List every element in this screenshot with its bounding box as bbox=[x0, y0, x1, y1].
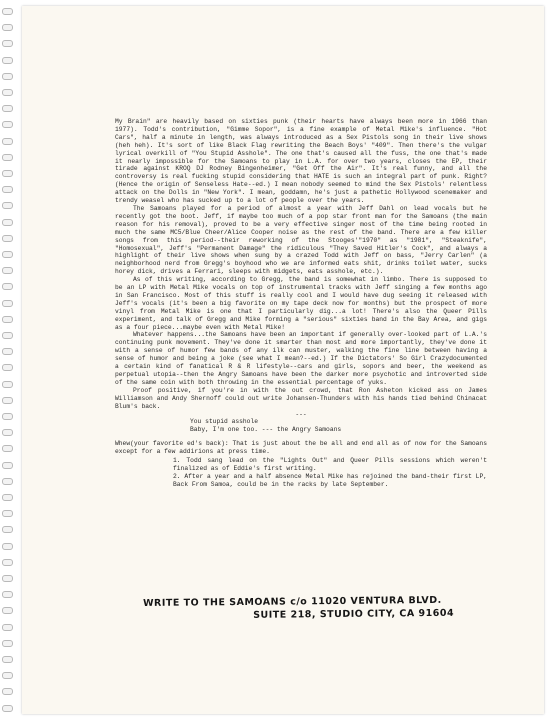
binder-ring bbox=[2, 559, 13, 566]
binder-ring bbox=[2, 397, 13, 404]
address-line-2: SUITE 218, STUDIO CITY, CA 91604 bbox=[253, 607, 455, 621]
binder-ring bbox=[2, 105, 13, 112]
handwritten-address bbox=[143, 594, 503, 622]
binder-ring bbox=[2, 607, 13, 614]
binder-ring bbox=[2, 251, 13, 258]
binder-ring bbox=[2, 381, 13, 388]
binder-ring bbox=[2, 575, 13, 582]
note-2: 2. After a year and a half absence Metal Mike has rejoined the band-their first LP, Back From Samoa, could be in the racks by late September. bbox=[173, 472, 487, 488]
binder-ring bbox=[2, 138, 13, 145]
binder-ring bbox=[2, 235, 13, 242]
binder-ring bbox=[2, 170, 13, 177]
binder-ring bbox=[2, 57, 13, 64]
article-paragraph-5: Proof positive, if you're in with the out crowd, that Ron Asheton kicked ass on James Williamson and Andy Shernoff could out write Johansen-Thunders with his hands tied behind Chinacat Blum's back. bbox=[115, 386, 487, 410]
binder-ring bbox=[2, 705, 13, 712]
binder-ring bbox=[2, 316, 13, 323]
binder-ring bbox=[2, 283, 13, 290]
article-paragraph-4: Whatever happens...the Samoans have been an important if generally over-looked part of L.A.'s continuing punk movement. They've done it smarter than most and more importantly, they've done it with a sense of humor few bands of any ilk can muster, walking the fine line between having a sense of humor and being a joke (see what I mean?--ed.) If the Dictators' So Girl Crazydocumented a certain kind of fanatical R & R lifestyle--cars and girls, sopors and beer, the weekend as perpetual utopia--then the Angry Samoans have been the darker more psychotic and introverted side of the same coin with both throwing in the essential percentage of yuks. bbox=[115, 331, 487, 386]
binder-ring bbox=[2, 121, 13, 128]
address-line-1: WRITE TO THE SAMOANS c/o 11020 VENTURA BLVD. bbox=[143, 594, 442, 609]
binder-ring bbox=[2, 672, 13, 679]
binder-ring bbox=[2, 267, 13, 274]
binder-ring bbox=[2, 494, 13, 501]
binder-ring bbox=[2, 413, 13, 420]
binder-ring bbox=[2, 364, 13, 371]
separator: --- bbox=[295, 410, 307, 418]
article-paragraph-1: My Brain" are heavily based on sixties punk (their hearts have always been more in 1966 than 1977). Todd's contribution, "Gimme Sopor", is a fine example of Metal Mike's influence. "Hot Cars", half a minute in length, was always introduced as a Sex Pistols song in their live shows (heh heh). It's sort of like Black Flag rewriting the Beach Boys' "409". Then there's the vulgar lyrical overkill of "You Stupid Asshole". The one that's caused all the fuss, the one that's made it nearly impossible for the Samoans to play in L.A. for over two years, closes the EP, their tirade against KROQ DJ Rodney Bingenheimer, "Get Off the Air". It's real funny, and all the controversy is real fucking stupid considering that HATE is such an integral part of punk. Right? (Hence the origin of Senseless Hate--ed.) I mean nobody seemed to mind the Sex Pistols' relentless attack on the Dolls in "New York". I mean, goddamn, he's just a pathetic Hollywood scenemaker and trendy weasel who has sucked up to a lot of people over the years. bbox=[115, 118, 487, 205]
binder-ring bbox=[2, 40, 13, 47]
article-body bbox=[115, 118, 487, 489]
lyric-line-1: You stupid asshole bbox=[190, 418, 259, 426]
binder-ring bbox=[2, 300, 13, 307]
binder-ring bbox=[2, 89, 13, 96]
lyric-line-2: Baby, I'm one too. --- the Angry Samoans bbox=[190, 426, 342, 434]
binder-ring bbox=[2, 462, 13, 469]
binder-ring bbox=[2, 640, 13, 647]
binder-ring bbox=[2, 591, 13, 598]
binder-ring bbox=[2, 186, 13, 193]
binder-ring bbox=[2, 154, 13, 161]
binder-ring bbox=[2, 202, 13, 209]
binder-ring bbox=[2, 348, 13, 355]
postscript: Whew(your favorite ed's back): That is just about the be all and end all as of now for the Samoans except for a few addirions at press time. bbox=[115, 440, 487, 456]
binder-ring bbox=[2, 429, 13, 436]
article-paragraph-3: As of this writing, according to Gregg, the band is somewhat in limbo. There is supposed to be an LP with Metal Mike vocals on top of instrumental tracks with Jeff singing a few months ago in San Francisco. Most of this stuff is really cool and I would have dug seeing it released with Jeff's vocals (it's been a big favorite on my tape deck now for months) but the prospect of more vinyl from Metal Mike is one that I particularly dig...a lot! There's also the Queer Pills experiment, and talk of Gregg and Mike forming a "serious" sixties band in the Bay Area, and gigs as a four piece...maybe even with Metal Mike! bbox=[115, 276, 487, 331]
binder-ring bbox=[2, 510, 13, 517]
binder-ring bbox=[2, 445, 13, 452]
binder-ring bbox=[2, 73, 13, 80]
article-paragraph-2: The Samoans played for a period of almost a year with Jeff Dahl on lead vocals but he recently got the boot. Jeff, if maybe too much of a pop star front man for the Samoans (the main reason for his removal), proved to be a very effective singer most of the time being rooted in much the same MC5/Blue Cheer/Alice Cooper noise as the rest of the band. There are a few killer songs from this period--their reworking of the Stooges'"1970" as "1981", "Steaknife", "Homosexual", Jeff's "Permanent Damage" the ridiculous "They Saved Hitler's Cock", and always a highlight of their live shows when sung by a crazed Todd with Jeff on bass, "Jerry Carlen" (a neighborhood nerd from Gregg's boyhood who we are informed eats shit, drinks toilet water, sucks horey dick, drives a Ferrari, sleeps with midgets, eats asshole, etc.). bbox=[115, 204, 487, 276]
binder-ring bbox=[2, 656, 13, 663]
binder-ring bbox=[2, 219, 13, 226]
binder-ring bbox=[2, 478, 13, 485]
binder-ring bbox=[2, 8, 13, 15]
binder-ring bbox=[2, 543, 13, 550]
binder-ring bbox=[2, 24, 13, 31]
binder-ring bbox=[2, 688, 13, 695]
binder-ring bbox=[2, 332, 13, 339]
binder-ring bbox=[2, 624, 13, 631]
note-1: 1. Todd sang lead on the "Lights Out" and Queer Pills sessions which weren't finalized as of Eddie's first writing. bbox=[173, 457, 487, 472]
binder-ring bbox=[2, 526, 13, 533]
binder-ring-holes bbox=[0, 0, 18, 720]
